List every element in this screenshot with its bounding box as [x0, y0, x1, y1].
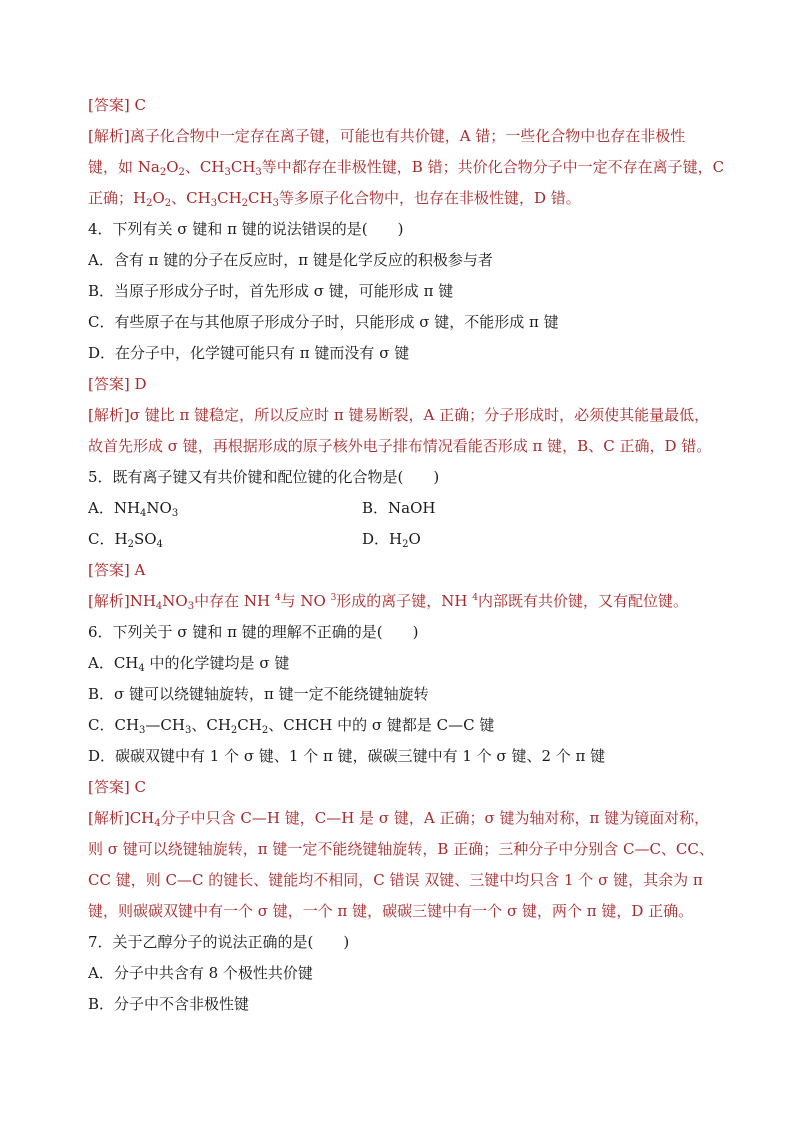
text-line-l21	[88, 710, 748, 741]
subscript: 3	[171, 508, 179, 519]
text-run: [答案] C	[88, 778, 146, 796]
text-line-l23	[88, 772, 748, 803]
text-run: 等中都存在非极性键，B 错；共价化合物分子中一定不存在离子键，C	[261, 158, 725, 176]
subscript: 3	[187, 601, 195, 612]
text-run: 形成的离子键，NH	[336, 592, 473, 610]
superscript: 4	[274, 593, 281, 603]
subscript: 2	[402, 539, 409, 550]
text-run: C．H	[88, 530, 128, 548]
text-line-l22	[88, 741, 748, 772]
subscript: 2	[127, 539, 134, 550]
text-run: —CH	[145, 716, 185, 734]
text-line-l07	[88, 276, 748, 307]
text-run: 、CH	[191, 716, 231, 734]
text-line-l19	[88, 648, 748, 679]
subscript: 4	[140, 508, 147, 519]
text-run: B．NaOH	[362, 499, 436, 517]
text-run: CH	[248, 189, 273, 207]
text-run: 正确；H	[88, 189, 147, 207]
text-run: D．在分子中，化学键可能只有 π 键而没有 σ 键	[88, 344, 410, 362]
subscript: 3	[210, 198, 218, 209]
text-run: 5．既有离子键又有共价键和配位键的化合物是( )	[88, 468, 440, 486]
subscript: 4	[155, 601, 163, 612]
text-run: 、CH	[171, 189, 211, 207]
subscript: 4	[138, 663, 145, 674]
text-run: 等多原子化合物中，也存在非极性键，D 错。	[278, 189, 581, 207]
text-line-l30	[88, 989, 748, 1020]
text-line-l10	[88, 369, 748, 400]
subscript: 2	[146, 198, 153, 209]
subscript: 2	[178, 167, 185, 178]
subscript: 3	[255, 167, 262, 178]
text-run: C．CH	[88, 716, 140, 734]
subscript: 3	[184, 725, 192, 736]
option-cell	[362, 524, 636, 555]
subscript: 2	[230, 725, 238, 736]
text-run: [解析]CH	[88, 809, 155, 827]
text-run: NO	[162, 592, 188, 610]
subscript: 2	[241, 198, 249, 209]
text-run: 、CHCH 中的 σ 键都是 C—C 键	[268, 716, 495, 734]
subscript: 2	[164, 198, 172, 209]
text-line-l18	[88, 617, 748, 648]
text-line-l12	[88, 431, 748, 462]
text-run: D．H	[362, 530, 403, 548]
text-line-l09	[88, 338, 748, 369]
subscript: 3	[139, 725, 146, 736]
text-run: B．当原子形成分子时，首先形成 σ 键，可能形成 π 键	[88, 282, 454, 300]
text-line-l13	[88, 462, 748, 493]
text-line-l01	[88, 90, 748, 121]
text-run: A．含有 π 键的分子在反应时，π 键是化学反应的积极参与者	[88, 251, 493, 269]
text-line-l11	[88, 400, 748, 431]
text-run: D．碳碳双键中有 1 个 σ 键、1 个 π 键，碳碳三键中有 1 个 σ 键、2 个 π 键	[88, 747, 606, 765]
subscript: 4	[156, 539, 163, 550]
text-run: NO	[146, 499, 172, 517]
text-run: CH	[237, 716, 262, 734]
text-line-l25	[88, 834, 748, 865]
text-run: 分子中只含 C—H 键，C—H 是 σ 键，A 正确；σ 键为轴对称，π 键为镜面对称，	[160, 809, 710, 827]
text-run: A．CH	[88, 654, 139, 672]
text-run: B．σ 键可以绕键轴旋转，π 键一定不能绕键轴旋转	[88, 685, 429, 703]
text-run: 则 σ 键可以绕键轴旋转，π 键一定不能绕键轴旋转，B 正确；三种分子中分别含 C—C、CC、	[88, 840, 714, 858]
text-run: 7．关于乙醇分子的说法正确的是( )	[88, 933, 350, 951]
text-line-l15	[88, 524, 748, 555]
text-line-l03	[88, 152, 748, 183]
text-line-l02	[88, 121, 748, 152]
text-line-l14	[88, 493, 748, 524]
text-run: 中存在 NH	[194, 592, 275, 610]
document-content	[88, 90, 748, 1020]
text-run: 键，则碳碳双键中有一个 σ 键，一个 π 键，碳碳三键中有一个 σ 键，两个 π 键，D 正确。	[88, 902, 694, 920]
text-line-l26	[88, 865, 748, 896]
text-line-l27	[88, 896, 748, 927]
text-line-l16	[88, 555, 748, 586]
text-run: [解析]σ 键比 π 键稳定，所以反应时 π 键易断裂，A 正确；分子形成时，必须使其能量最低，	[88, 406, 710, 424]
subscript: 4	[154, 818, 161, 829]
text-run: 故首先形成 σ 键，再根据形成的原子核外电子排布情况看能否形成 π 键，B、C 正确，D 错。	[88, 437, 712, 455]
text-line-l20	[88, 679, 748, 710]
text-run: C．有些原子在与其他原子形成分子时，只能形成 σ 键，不能形成 π 键	[88, 313, 559, 331]
text-run: [解析]NH	[88, 592, 156, 610]
text-run: O	[408, 530, 421, 548]
option-cell	[88, 493, 362, 524]
superscript: 3	[330, 593, 337, 603]
superscript: 4	[472, 593, 479, 603]
subscript: 2	[261, 725, 269, 736]
text-line-l08	[88, 307, 748, 338]
text-run: CH	[217, 189, 242, 207]
text-run: O	[152, 189, 165, 207]
text-run: CC 键，则 C—C 的键长、键能均不相同，C 错误 双键、三键中均只含 1 个 σ 键，其余为 π	[88, 871, 703, 889]
text-line-l06	[88, 245, 748, 276]
text-run: [答案] A	[88, 561, 146, 579]
text-run: [答案] C	[88, 96, 146, 114]
text-line-l17	[88, 586, 748, 617]
subscript: 2	[159, 167, 167, 178]
text-run: O	[166, 158, 179, 176]
text-run: CH	[230, 158, 256, 176]
subscript: 3	[272, 198, 279, 209]
text-line-l29	[88, 958, 748, 989]
text-line-l04	[88, 183, 748, 214]
text-run: 6．下列关于 σ 键和 π 键的理解不正确的是( )	[88, 623, 419, 641]
text-run: A．分子中共含有 8 个极性共价键	[88, 964, 313, 982]
text-run: B．分子中不含非极性键	[88, 995, 250, 1013]
option-cell	[362, 493, 636, 524]
subscript: 3	[224, 167, 231, 178]
text-run: A．NH	[88, 499, 141, 517]
text-run: 、CH	[184, 158, 225, 176]
text-run: [答案] D	[88, 375, 147, 393]
text-run: 与 NO	[280, 592, 331, 610]
text-run: 中的化学键均是 σ 键	[144, 654, 290, 672]
text-run: SO	[133, 530, 157, 548]
text-line-l05	[88, 214, 748, 245]
text-run: [解析]离子化合物中一定存在离子键，可能也有共价键，A 错；一些化合物中也存在非极性	[88, 127, 686, 145]
text-line-l24	[88, 803, 748, 834]
text-run: 键，如 Na	[88, 158, 160, 176]
option-cell	[88, 524, 362, 555]
text-run: 4．下列有关 σ 键和 π 键的说法错误的是( )	[88, 220, 404, 238]
text-run: 内部既有共价键，又有配位键。	[478, 592, 689, 610]
text-line-l28	[88, 927, 748, 958]
